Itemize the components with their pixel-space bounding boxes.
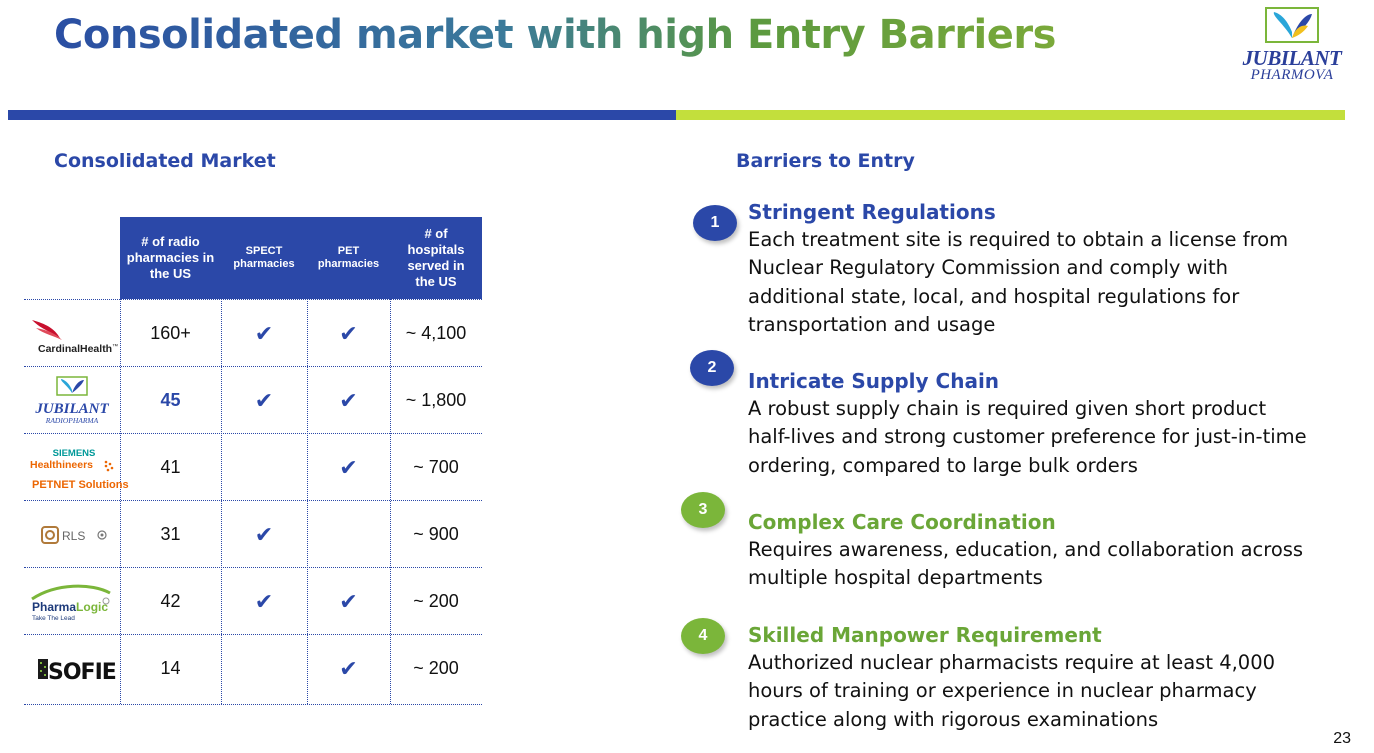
spect-check-icon: ✔ — [254, 387, 274, 413]
siemens-petnet-logo-icon — [26, 442, 129, 494]
table-row — [24, 567, 482, 635]
hospitals-value: ~ 1,800 — [405, 390, 467, 410]
cardinal-text: CardinalHealth™ — [38, 342, 119, 355]
hospitals-value: ~ 700 — [413, 457, 459, 477]
pet-check-icon: ✔ — [339, 454, 358, 480]
table-row — [24, 299, 482, 367]
siemens-text: SIEMENS — [52, 447, 96, 459]
radiopharma-text: RADIOPHARMA — [45, 415, 99, 425]
jubilant-pharmova-logo — [1240, 6, 1344, 82]
page-number: 23 — [1333, 730, 1351, 747]
header-hospitals: # of hospitals served in the US — [390, 217, 482, 299]
hospitals-value: ~ 900 — [413, 524, 459, 544]
barrier-number-badge: 4 — [681, 618, 725, 654]
page-title: Consolidated market with high Entry Barriers — [54, 12, 1056, 58]
cardinal-health-logo — [24, 300, 120, 367]
logo-line-2: PHARMOVA — [1250, 67, 1334, 83]
barrier-text: Requires awareness, education, and collaboration across multiple hospital departments — [748, 538, 1304, 590]
pharmacies-value: 45 — [160, 390, 181, 410]
rls-text: RLS — [62, 528, 86, 543]
barrier-number-badge: 3 — [681, 492, 725, 528]
barrier-number-badge: 2 — [690, 350, 734, 386]
barrier-number-badge: 1 — [693, 205, 737, 241]
barrier-title: Complex Care Coordination — [748, 510, 1056, 534]
jubilant-text: JUBILANT — [35, 400, 109, 417]
sofie-text: SOFIE — [48, 659, 116, 685]
jubilant-radiopharma-logo-icon — [27, 375, 117, 427]
jubilant-radiopharma-logo — [24, 367, 120, 434]
barrier-title: Skilled Manpower Requirement — [748, 623, 1102, 647]
table-row — [24, 500, 482, 568]
pharmalogic-tagline: Take The Lead — [32, 614, 75, 622]
pharmalogic-logo — [24, 568, 120, 635]
petnet-text: PETNET Solutions — [32, 478, 129, 491]
spect-check-icon: ✔ — [254, 588, 274, 614]
rls-logo — [24, 501, 120, 568]
header-band-green — [676, 110, 1345, 120]
pharmalogic-text: PharmaLogic — [32, 599, 109, 614]
pharmacies-value: 42 — [160, 591, 181, 611]
pet-check-icon: ✔ — [339, 655, 358, 681]
butterfly-logo-icon — [1262, 6, 1322, 46]
spect-check-icon: ✔ — [254, 320, 274, 346]
barrier-title: Stringent Regulations — [748, 200, 996, 224]
spect-check-icon: ✔ — [254, 521, 274, 547]
pet-check-icon: ✔ — [339, 588, 358, 614]
pharmacies-value: 160+ — [150, 323, 191, 343]
pharmacies-value: 14 — [160, 658, 181, 678]
table-row — [24, 634, 482, 705]
pharmacies-value: 31 — [160, 524, 181, 544]
hospitals-value: ~ 200 — [413, 658, 459, 678]
table-row — [24, 433, 482, 501]
logo-line-1: JUBILANT — [1242, 46, 1342, 70]
healthineers-text: Healthineers — [30, 458, 94, 471]
consolidated-market-heading: Consolidated Market — [54, 150, 276, 172]
pharmalogic-logo-icon — [26, 579, 118, 625]
barrier-text: Each treatment site is required to obtain a license from Nuclear Regulatory Commission and comply with additional state, local, and hospital regulations for transportation and usage — [748, 228, 1289, 336]
header-radio-pharmacies: # of radio pharmacies in the US — [120, 217, 221, 299]
siemens-petnet-logo — [24, 434, 129, 501]
table-row — [24, 366, 482, 434]
header-pet: PET pharmacies — [307, 217, 390, 299]
barrier-title: Intricate Supply Chain — [748, 369, 1000, 393]
barrier-text: A robust supply chain is required given short product half-lives and strong customer preference for just-in-time ordering, compared to large bulk orders — [748, 397, 1307, 477]
header-band-blue — [8, 110, 676, 120]
cardinal-health-logo-icon — [26, 312, 118, 356]
pharmacies-value: 41 — [160, 457, 181, 477]
sofie-logo — [24, 635, 120, 702]
rls-logo-icon — [32, 520, 112, 550]
barrier-text: Authorized nuclear pharmacists require at least 4,000 hours of training or experience in nuclear pharmacy practice along with rigorous examinations — [748, 651, 1276, 731]
barriers-heading: Barriers to Entry — [736, 150, 915, 172]
header-spect: SPECT pharmacies — [221, 217, 307, 299]
hospitals-value: ~ 4,100 — [405, 323, 467, 343]
pet-check-icon: ✔ — [339, 387, 358, 413]
pet-check-icon: ✔ — [339, 320, 358, 346]
hospitals-value: ~ 200 — [413, 591, 459, 611]
sofie-logo-icon — [32, 651, 116, 687]
